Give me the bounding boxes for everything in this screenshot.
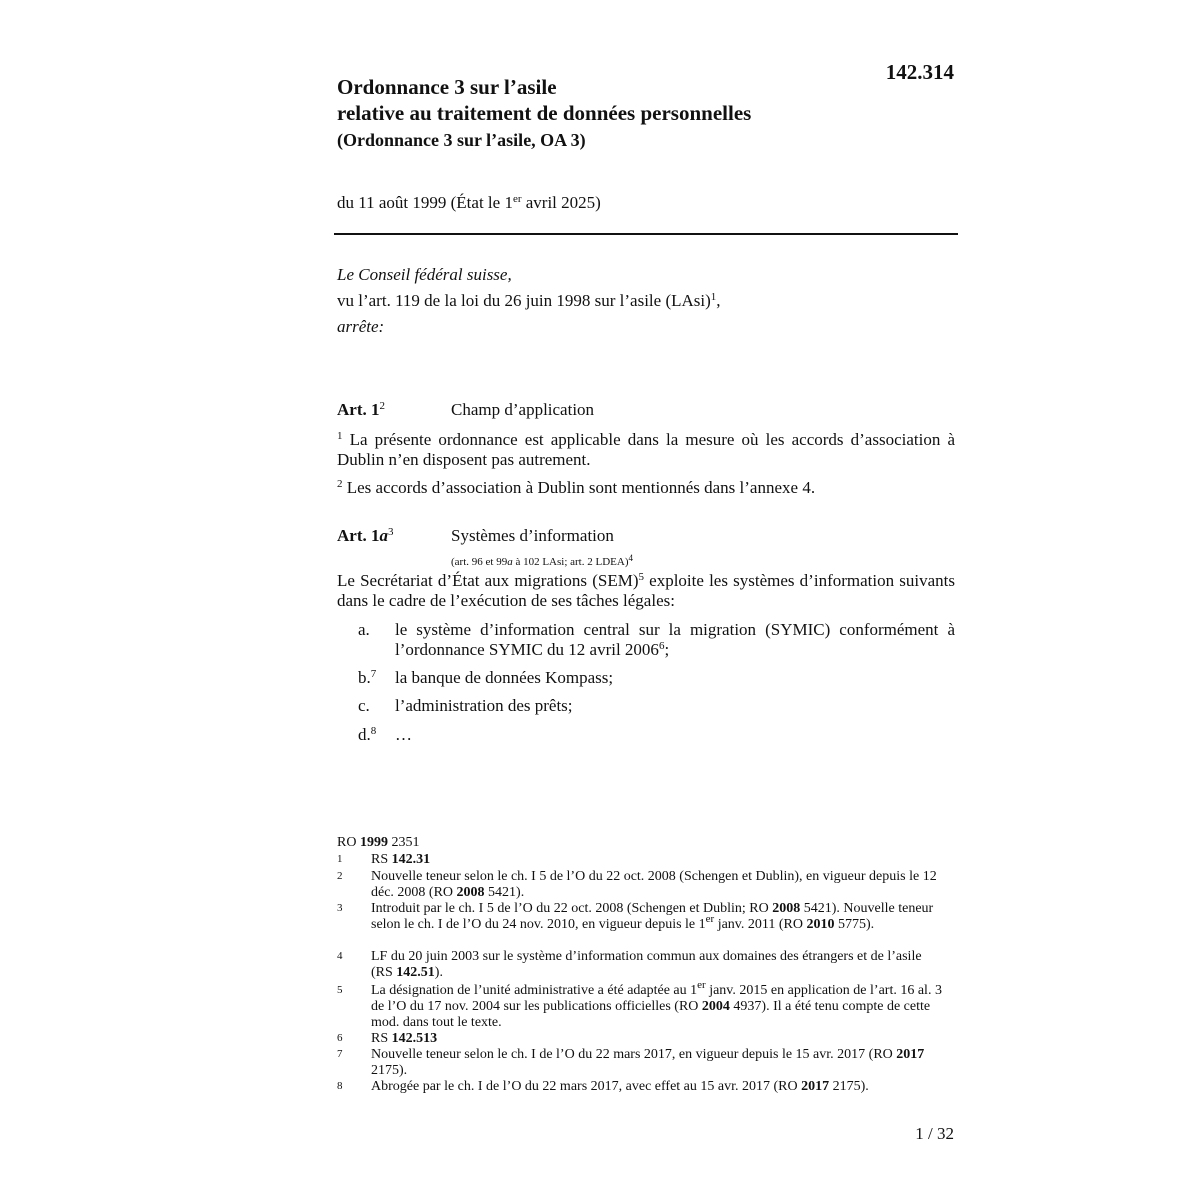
footnote-ref-7: 7 [370,668,377,680]
official-compilation-reference [337,834,419,851]
legal-basis-letter: a [507,556,513,568]
item-text: le système d’information central sur la migration (SYMIC) conformément à l’ordonnance SYMIC du 12 avril 2006 [395,620,955,659]
paragraph-number: 2 [337,478,343,490]
footnote-bold-part: 142.31 [391,852,431,867]
footnote-bold-part: 2008 [772,901,801,916]
footnote-text [371,852,945,868]
footnote-ref-3: 3 [387,526,394,538]
footnote-ref-8: 8 [370,725,377,737]
footnote-ref-6: 6 [658,640,665,652]
date-superscript: er [512,193,522,205]
footnote-bold-part: 142.513 [391,1031,438,1046]
footnote-number: 2 [337,870,343,882]
preamble [337,262,957,340]
legal-basis-suffix: à 102 LAsi; art. 2 LDEA) [512,556,629,568]
date-suffix: avril 2025) [521,193,601,212]
article-1-paragraph-1 [337,430,955,470]
item-text-end: ; [664,640,670,659]
letter-text: b. [358,668,371,687]
title-block [337,74,897,154]
footnote-text-part: 2175). [371,1063,408,1078]
footnote-text [371,1047,945,1079]
footnote-bold-part: 2004 [701,999,730,1014]
letter-text: c. [358,696,370,715]
footnote-text [371,949,945,981]
footnote-bold-part: 2010 [806,917,835,932]
footnote-text-part: La désignation de l’unité administrative a été adaptée au 1 [371,983,698,998]
title-line-2: relative au traitement de données personnelles [337,101,752,125]
date-prefix: du 11 août 1999 (État le 1 [337,193,513,212]
preamble-authority: Le Conseil fédéral suisse, [337,265,512,284]
short-title: (Ordonnance 3 sur l’asile, OA 3) [337,130,586,150]
footnote-text-part: Nouvelle teneur selon le ch. I de l’O du 22 mars 2017, en vigueur depuis le 15 avr. 2017 (RO [371,1047,897,1062]
footnote-text-part: 4937). Il a été tenu compte de cette mod. dans tout le texte. [371,999,931,1030]
footnote-ref-1: 1 [710,291,717,303]
article-1-paragraph-2 [337,478,955,498]
footnote-text [371,901,945,933]
footnote-text-part: janv. 2015 en application de l’art. 16 al. 3 de l’O du 17 nov. 2004 sur les publications officielles (RO [371,983,942,1014]
rs-number: 142.314 [885,60,954,84]
intro-rest: exploite les systèmes d’information suivants dans le cadre de l’exécution de ses tâches légales: [337,571,955,610]
footnote-bold-part: 2008 [456,885,485,900]
article-1a-number-text: Art. 1 [337,526,380,545]
footnote-text-part: Nouvelle teneur selon le ch. I 5 de l’O du 22 oct. 2008 (Schengen et Dublin), en vigueur depuis le 12 déc. 2008 (RO [371,869,937,900]
footnote-superscript: er [705,913,715,925]
title-line-1: Ordonnance 3 sur l’asile [337,75,557,99]
footnote-number: 5 [337,984,343,996]
article-1-title: Champ d’application [451,400,595,419]
article-1a-legal-basis [451,546,633,574]
article-1-number-text: Art. 1 [337,400,380,419]
footnote-text-part: Introduit par le ch. I 5 de l’O du 22 oct. 2008 (Schengen et Dublin; RO [371,901,773,916]
footnote-number: 3 [337,902,343,914]
article-1a-number-letter: a [379,526,388,545]
list-letter-c [358,696,370,716]
letter-text: a. [358,620,370,639]
list-item-b [395,668,955,688]
footnote-text [371,869,945,901]
footnote-number: 1 [337,853,343,865]
footnote-text-part: 2175). [829,1079,869,1094]
footnote-text-part: 5775). [834,917,875,932]
list-letter-b [358,668,376,688]
list-letter-d [358,725,376,745]
footnote-text-part: RS [371,1031,392,1046]
footnote-bold-part: 142.51 [396,965,435,980]
article-1a-title: Systèmes d’information [451,526,614,545]
legal-basis-prefix: (art. 96 et 99 [451,556,508,568]
footnote-bold-part: 2017 [801,1079,830,1094]
preamble-basis [337,288,957,314]
footnote-text [371,1079,945,1095]
footnote-number: 4 [337,950,343,962]
footnote-number: 7 [337,1048,343,1060]
footnote-text [371,979,945,1031]
list-item-a [395,620,955,660]
page-number: 1 / 32 [915,1124,954,1143]
footnote-text-part: LF du 20 juin 2003 sur le système d’information commun aux domaines des étrangers et de l’asile (RS [371,949,922,980]
footnote-text-part: RS [371,852,392,867]
footnote-text-part: janv. 2011 (RO [714,917,807,932]
article-1a-intro [337,571,955,611]
ro-prefix: RO [337,835,360,850]
ro-year: 1999 [359,835,388,850]
footnote-ref-5: 5 [638,571,644,583]
item-text: l’administration des prêts; [395,696,573,715]
item-text: la banque de données Kompass; [395,668,614,687]
footnote-ref-4: 4 [628,553,633,563]
preamble-basis-text: vu l’art. 119 de la loi du 26 juin 1998 sur l’asile (LAsi) [337,291,711,310]
letter-text: d. [358,725,371,744]
footnote-text [371,1031,945,1047]
footnote-text-part: Abrogée par le ch. I de l’O du 22 mars 2017, avec effet au 15 avr. 2017 (RO [371,1079,802,1094]
header-rule [334,233,958,235]
article-1a-heading [337,524,957,568]
footnote-number: 6 [337,1032,343,1044]
item-text: … [395,725,412,744]
footnote-bold-part: 2017 [896,1047,925,1062]
paragraph-text: La présente ordonnance est applicable dans la mesure où les accords d’association à Dublin n’en disposent pas autrement. [337,430,955,469]
date-line [337,191,601,215]
footnote-number: 8 [337,1080,343,1092]
article-1-heading [337,398,957,422]
list-item-c [395,696,955,716]
footnote-text-part: 5421). Nouvelle teneur selon le ch. I de l’O du 24 nov. 2010, en vigueur depuis le 1 [371,901,934,932]
article-1-number [337,398,385,422]
ro-page: 2351 [387,835,420,850]
footnote-text-part: ). [434,965,443,980]
footnote-text-part: 5421). [484,885,525,900]
preamble-decree: arrête: [337,317,385,336]
paragraph-number: 1 [337,430,343,442]
article-1a-number [337,524,393,548]
footnote-superscript: er [697,979,706,991]
preamble-basis-end: , [716,291,721,310]
intro-text: Le Secrétariat d’État aux migrations (SEM) [337,571,639,590]
list-item-d [395,725,955,745]
footnote-ref-2: 2 [379,400,385,412]
list-letter-a [358,620,370,640]
paragraph-text: Les accords d’association à Dublin sont mentionnés dans l’annexe 4. [342,478,816,497]
